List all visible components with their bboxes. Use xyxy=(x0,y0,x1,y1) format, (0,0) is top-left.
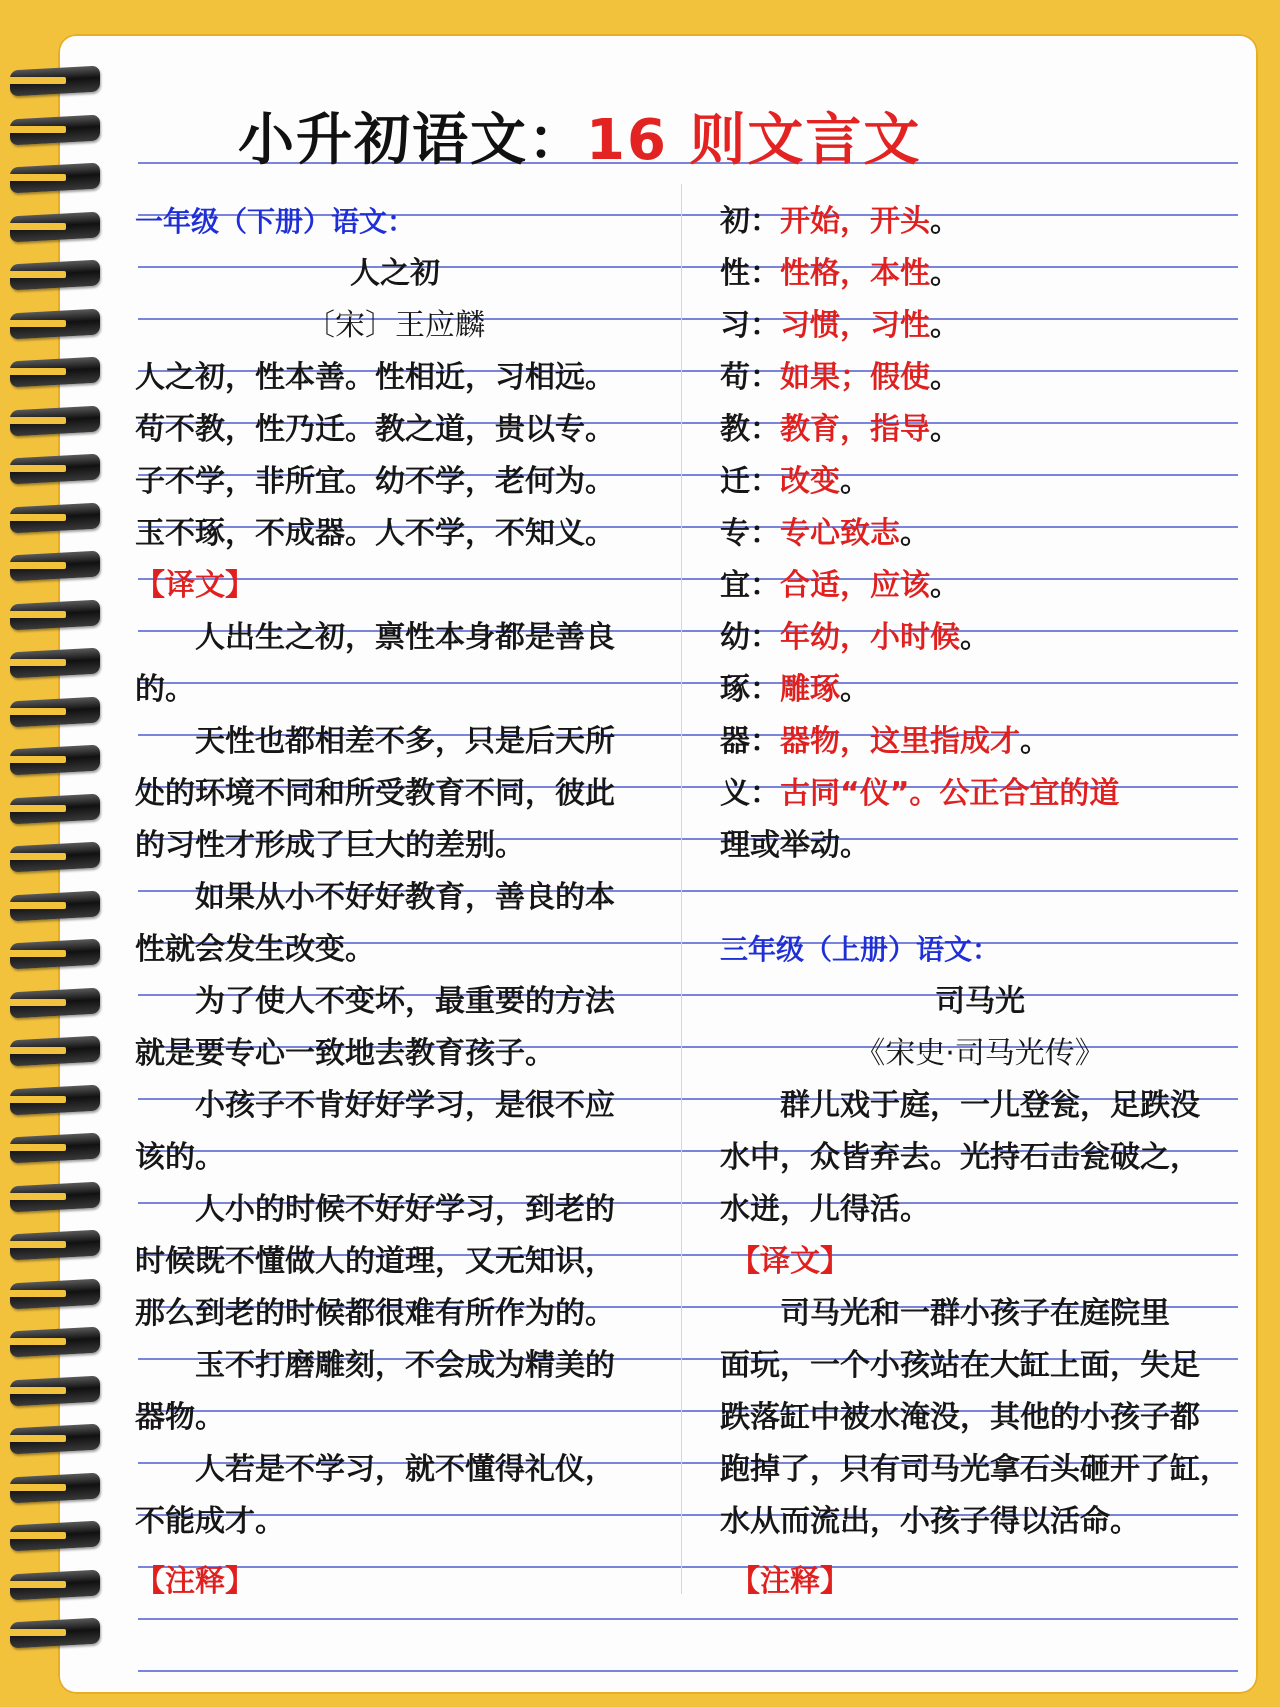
binding-ring xyxy=(0,408,116,434)
page-title xyxy=(238,96,921,176)
binding-ring xyxy=(0,1087,116,1113)
text-line: 的。 xyxy=(135,672,195,707)
binding-ring xyxy=(0,1329,116,1355)
glossary-term: 器： xyxy=(720,724,780,759)
text-line: 人若是不学习，就不懂得礼仪， xyxy=(135,1452,615,1487)
glossary-term: 琢： xyxy=(720,672,780,707)
glossary-punct: 。 xyxy=(840,464,870,499)
text-line: 天性也都相差不多，只是后天所 xyxy=(135,724,615,759)
ruled-line xyxy=(138,578,1238,580)
binding-ring xyxy=(0,1523,116,1549)
glossary-punct: 。 xyxy=(930,204,960,239)
glossary-item xyxy=(720,456,870,508)
text-line: 玉不琢，不成器。人不学，不知义。 xyxy=(135,516,615,551)
text-line: 就是要专心一致地去教育孩子。 xyxy=(135,1036,555,1071)
text-line: 司马光和一群小孩子在庭院里 xyxy=(720,1296,1170,1331)
binding-ring xyxy=(0,214,116,240)
glossary-definition: 合适，应该 xyxy=(780,568,930,603)
poem-source-2: 《宋史·司马光传》 xyxy=(855,1036,1105,1071)
glossary-term: 性： xyxy=(720,256,780,291)
binding-ring xyxy=(0,1281,116,1307)
glossary-definition: 习惯，习性 xyxy=(780,308,930,343)
glossary-definition: 器物，这里指成才 xyxy=(780,724,1020,759)
glossary-definition: 如果；假使 xyxy=(780,360,930,395)
glossary-definition: 雕琢 xyxy=(780,672,840,707)
glossary-term: 宜： xyxy=(720,568,780,603)
glossary-item xyxy=(720,612,990,664)
glossary-term: 习： xyxy=(720,308,780,343)
ruled-line xyxy=(138,1670,1238,1672)
text-line: 人之初，性本善。性相近，习相远。 xyxy=(135,360,615,395)
text-line: 如果从小不好好教育，善良的本 xyxy=(135,880,615,915)
glossary-punct: 。 xyxy=(930,360,960,395)
text-line: 水中，众皆弃去。光持石击瓮破之， xyxy=(720,1140,1200,1175)
glossary-term: 苟： xyxy=(720,360,780,395)
binding-ring xyxy=(0,990,116,1016)
glossary-definition: 年幼，小时候 xyxy=(780,620,960,655)
text-line: 人出生之初，禀性本身都是善良 xyxy=(135,620,615,655)
gloss-continuation: 理或举动。 xyxy=(720,828,870,863)
binding-ring xyxy=(0,893,116,919)
binding-ring xyxy=(0,699,116,725)
glossary-punct: 。 xyxy=(1020,724,1050,759)
text-line: 性就会发生改变。 xyxy=(135,932,375,967)
binding-ring xyxy=(0,747,116,773)
poem-title-2: 司马光 xyxy=(935,984,1025,1019)
glossary-item xyxy=(720,196,960,248)
glossary-item xyxy=(720,248,960,300)
glossary-item xyxy=(720,560,960,612)
title-highlight: 16 则文言文 xyxy=(586,108,922,173)
binding-ring xyxy=(0,456,116,482)
text-line: 为了使人不变坏，最重要的方法 xyxy=(135,984,615,1019)
binding-ring xyxy=(0,165,116,191)
binding-ring xyxy=(0,1475,116,1501)
notes-heading-1: 【注释】 xyxy=(135,1564,255,1599)
poem-author-1: 〔宋〕王应麟 xyxy=(305,308,485,343)
binding-ring xyxy=(0,941,116,967)
glossary-definition: 性格，本性 xyxy=(780,256,930,291)
grade-label-2: 三年级（上册）语文： xyxy=(720,933,1001,966)
glossary-item xyxy=(720,300,960,352)
column-divider xyxy=(681,184,682,1594)
text-line: 人小的时候不好好学习，到老的 xyxy=(135,1192,615,1227)
glossary-term: 迁： xyxy=(720,464,780,499)
grade-label-1: 一年级（下册）语文： xyxy=(135,205,416,238)
text-line: 玉不打磨雕刻，不会成为精美的 xyxy=(135,1348,615,1383)
text-line: 那么到老的时候都很难有所作为的。 xyxy=(135,1296,615,1331)
text-line: 子不学，非所宜。幼不学，老何为。 xyxy=(135,464,615,499)
text-line: 跌落缸中被水淹没，其他的小孩子都 xyxy=(720,1400,1200,1435)
translation-heading-2: 【译文】 xyxy=(730,1244,850,1279)
poem-title-1: 人之初 xyxy=(350,256,440,291)
binding-ring xyxy=(0,1232,116,1258)
binding-ring xyxy=(0,796,116,822)
binding-ring xyxy=(0,505,116,531)
glossary-item xyxy=(720,716,1050,768)
binding-ring xyxy=(0,1572,116,1598)
text-line: 的习性才形成了巨大的差别。 xyxy=(135,828,525,863)
translation-heading-1: 【译文】 xyxy=(135,568,255,603)
ruled-line xyxy=(138,1618,1238,1620)
text-line: 时候既不懂做人的道理，又无知识， xyxy=(135,1244,615,1279)
glossary-term: 初： xyxy=(720,204,780,239)
binding-ring xyxy=(0,1378,116,1404)
glossary-punct: 。 xyxy=(960,620,990,655)
glossary-punct: 。 xyxy=(900,516,930,551)
glossary-definition: 教育，指导 xyxy=(780,412,930,447)
binding-ring xyxy=(0,359,116,385)
glossary-item xyxy=(720,404,960,456)
binding-ring xyxy=(0,1038,116,1064)
binding-ring xyxy=(0,1184,116,1210)
text-line: 不能成才。 xyxy=(135,1504,285,1539)
text-line: 群儿戏于庭，一儿登瓮，足跌没 xyxy=(720,1088,1200,1123)
binding-ring xyxy=(0,602,116,628)
text-line: 处的环境不同和所受教育不同，彼此 xyxy=(135,776,615,811)
binding-ring xyxy=(0,1135,116,1161)
binding-ring xyxy=(0,262,116,288)
binding-ring xyxy=(0,117,116,143)
glossary-term: 专： xyxy=(720,516,780,551)
glossary-punct: 。 xyxy=(930,308,960,343)
binding-ring xyxy=(0,553,116,579)
text-line: 器物。 xyxy=(135,1400,225,1435)
ruled-line xyxy=(138,682,1238,684)
binding-ring xyxy=(0,650,116,676)
text-line: 水迸，儿得活。 xyxy=(720,1192,930,1227)
glossary-definition: 开始，开头 xyxy=(780,204,930,239)
title-main: 小升初语文： xyxy=(238,108,586,173)
glossary-definition: 改变 xyxy=(780,464,840,499)
text-line: 小孩子不肯好好学习，是很不应 xyxy=(135,1088,615,1123)
text-line: 水从而流出，小孩子得以活命。 xyxy=(720,1504,1140,1539)
glossary-punct: 。 xyxy=(930,412,960,447)
glossary-item xyxy=(720,768,1119,820)
binding-ring xyxy=(0,68,116,94)
text-line: 该的。 xyxy=(135,1140,225,1175)
glossary-punct: 。 xyxy=(930,256,960,291)
glossary-term: 幼： xyxy=(720,620,780,655)
binding-ring xyxy=(0,311,116,337)
text-line: 跑掉了，只有司马光拿石头砸开了缸， xyxy=(720,1452,1230,1487)
text-line: 面玩，一个小孩站在大缸上面，失足 xyxy=(720,1348,1200,1383)
glossary-term: 义： xyxy=(720,776,780,811)
binding-ring xyxy=(0,1620,116,1646)
glossary-definition: 专心致志 xyxy=(780,516,900,551)
binding-ring xyxy=(0,844,116,870)
glossary-term: 教： xyxy=(720,412,780,447)
glossary-item xyxy=(720,352,960,404)
glossary-punct: 。 xyxy=(930,568,960,603)
ruled-line xyxy=(138,1566,1238,1568)
binding-ring xyxy=(0,1426,116,1452)
glossary-punct: 。 xyxy=(840,672,870,707)
glossary-item xyxy=(720,664,870,716)
glossary-item xyxy=(720,508,930,560)
glossary-definition: 古同“仪”。公正合宜的道 xyxy=(780,776,1120,811)
text-line: 苟不教，性乃迁。教之道，贵以专。 xyxy=(135,412,615,447)
notes-heading-2: 【注释】 xyxy=(730,1564,850,1599)
